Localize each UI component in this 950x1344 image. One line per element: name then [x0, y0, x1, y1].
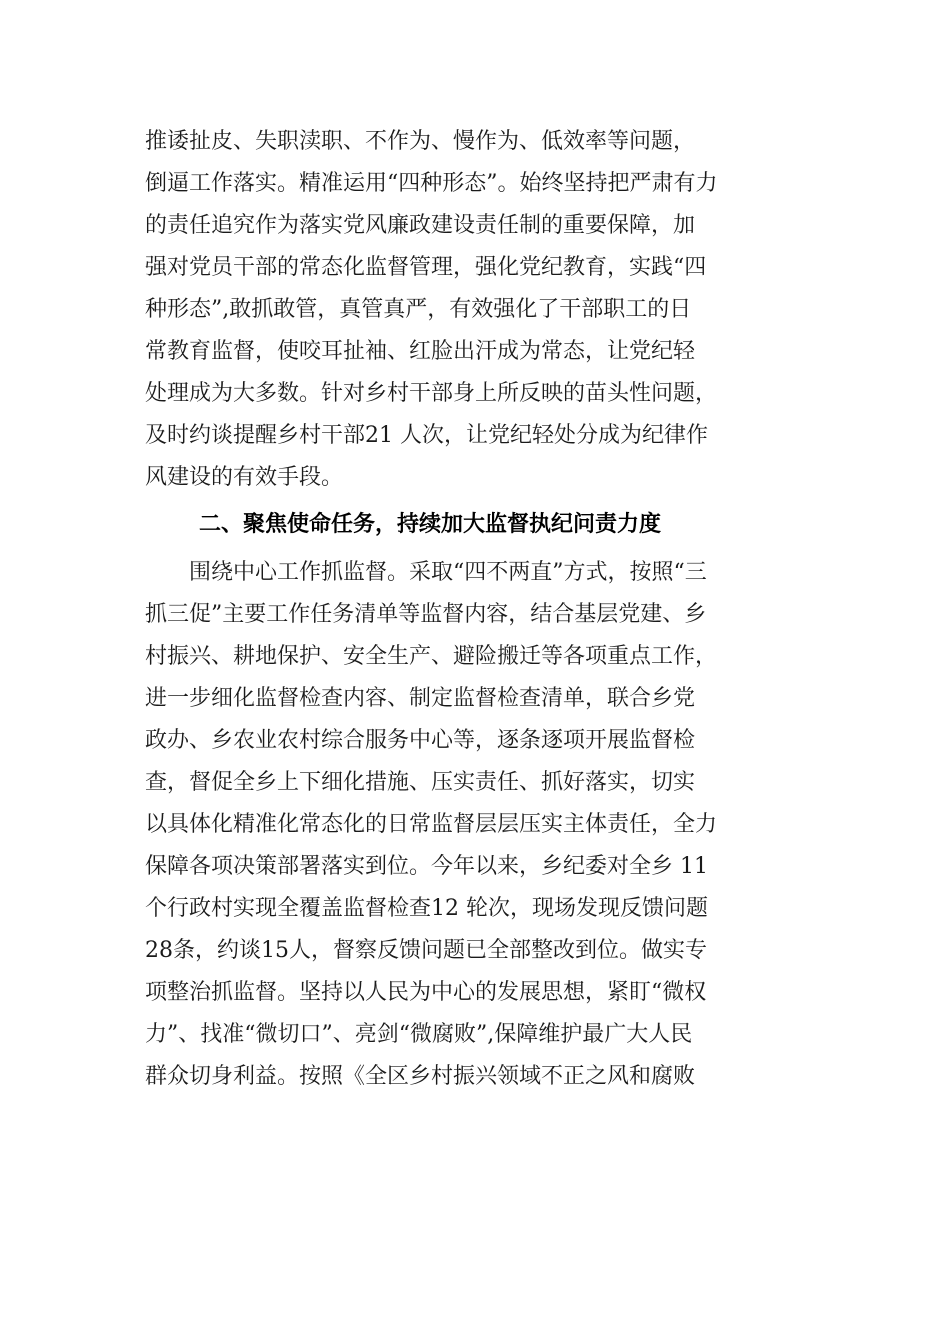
paragraph-line: 项整治抓监督。坚持以人民为中心的发展思想，紧盯“微权: [145, 980, 707, 1005]
paragraph-line: 政办、乡农业农村综合服务中心等，逐条逐项开展监督检: [145, 728, 696, 753]
paragraph-line: 群众切身利益。按照《全区乡村振兴领域不正之风和腐败: [145, 1064, 696, 1089]
paragraph-line: 保障各项决策部署落实到位。今年以来，乡纪委对全乡 11: [145, 854, 708, 879]
paragraph-line: 个行政村实现全覆盖监督检查12 轮次，现场发现反馈问题: [145, 896, 708, 921]
paragraph-line: 倒逼工作落实。精准运用“四种形态”。始终坚持把严肃有力: [145, 171, 718, 196]
paragraph-line: 风建设的有效手段。: [145, 465, 344, 490]
paragraph-line: 种形态”,敢抓敢管，真管真严，有效强化了干部职工的日: [145, 297, 692, 322]
paragraph-line: 村振兴、耕地保护、安全生产、避险搬迁等各项重点工作，: [145, 644, 718, 669]
paragraph-line: 以具体化精准化常态化的日常监督层层压实主体责任，全力: [145, 812, 718, 837]
paragraph-supervision: [145, 552, 835, 1098]
paragraph-line: 常教育监督，使咬耳扯袖、红脸出汗成为常态，让党纪轻: [145, 339, 696, 364]
paragraph-line: 推诿扯皮、失职渎职、不作为、慢作为、低效率等问题，: [145, 129, 696, 154]
section-heading: [145, 504, 835, 546]
paragraph-line: 处理成为大多数。针对乡村干部身上所反映的苗头性问题，: [145, 381, 718, 406]
paragraph-line: 进一步细化监督检查内容、制定监督检查清单，联合乡党: [145, 686, 696, 711]
paragraph-accountability: [145, 121, 835, 499]
paragraph-line: 的责任追究作为落实党风廉政建设责任制的重要保障，加: [145, 213, 696, 238]
paragraph-line: 及时约谈提醒乡村干部21 人次，让党纪轻处分成为纪律作: [145, 423, 708, 448]
paragraph-line: 抓三促”主要工作任务清单等监督内容，结合基层党建、乡: [145, 602, 707, 627]
paragraph-line: 力”、找准“微切口”、亮剑“微腐败”,保障维护最广大人民: [145, 1022, 693, 1047]
paragraph-line: 查，督促全乡上下细化措施、压实责任、抓好落实，切实: [145, 770, 696, 795]
paragraph-line: 强对党员干部的常态化监督管理，强化党纪教育，实践“四: [145, 255, 707, 280]
section-heading-text: 二、聚焦使命任务，持续加大监督执纪问责力度: [199, 512, 662, 537]
paragraph-line: 28条，约谈15人，督察反馈问题已全部整改到位。做实专: [145, 938, 707, 963]
paragraph-line: 围绕中心工作抓监督。采取“四不两直”方式，按照“三: [189, 560, 707, 585]
